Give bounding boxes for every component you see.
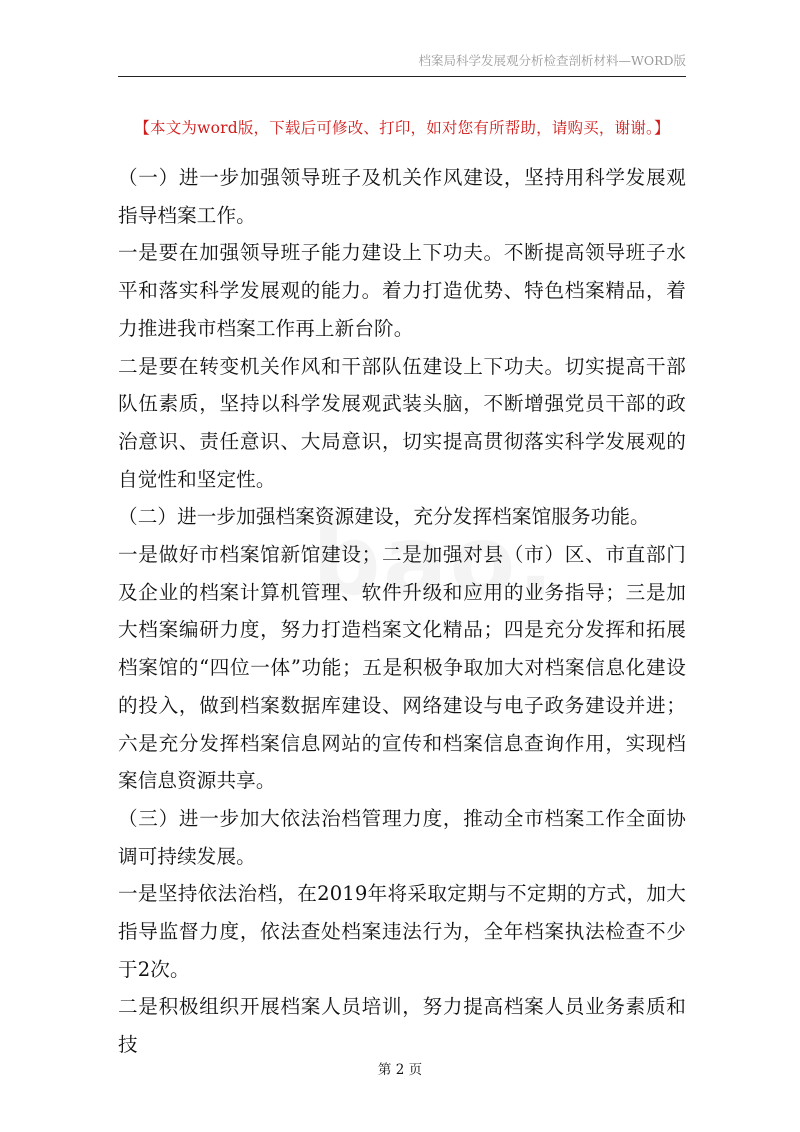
page-number: 第 2 页 xyxy=(377,1062,423,1078)
body-paragraph: 二是积极组织开展档案人员培训，努力提高档案人员业务素质和技 xyxy=(118,995,686,1057)
body-paragraph: 一是要在加强领导班子能力建设上下功夫。不断提高领导班子水平和落实科学发展观的能力。着力打造优势、特色档案精品，着力推进我市档案工作再上新台阶。 xyxy=(118,241,686,340)
body-paragraph: 二是要在转变机关作风和干部队伍建设上下功夫。切实提高干部队伍素质，坚持以科学发展观武装头脑，不断增强党员干部的政治意识、责任意识、大局意识，切实提高贯彻落实科学发展观的自觉性和坚定性。 xyxy=(118,354,686,491)
header-title: 档案局科学发展观分析检查剖析材料—WORD版 xyxy=(418,53,686,68)
page-footer xyxy=(0,1058,800,1078)
document-body xyxy=(118,159,686,1064)
download-notice: 【本文为word版，下载后可修改、打印，如对您有所帮助，请购买，谢谢。】 xyxy=(134,119,670,137)
section-heading-1: （一）进一步加强领导班子及机关作风建设，坚持用科学发展观指导档案工作。 xyxy=(118,166,686,227)
section-heading-3: （三）进一步加大依法治档管理力度，推动全市档案工作全面协调可持续发展。 xyxy=(118,806,686,868)
body-paragraph: 一是坚持依法治档，在2019年将采取定期与不定期的方式，加大指导监督力度，依法查处档案违法行为，全年档案执法检查不少于2次。 xyxy=(118,882,686,981)
section-heading-2: （二）进一步加强档案资源建设，充分发挥档案馆服务功能。 xyxy=(118,505,650,529)
body-paragraph: 一是做好市档案馆新馆建设；二是加强对县（市）区、市直部门及企业的档案计算机管理、软件升级和应用的业务指导；三是加大档案编研力度，努力打造档案文化精品；四是充分发挥和拓展档案馆的“四位一体”功能；五是积极争取加大对档案信息化建设的投入，做到档案数据库建设、网络建设与电子政务建设并进；六是充分发挥档案信息网站的宣传和档案信息查询作用，实现档案信息资源共享。 xyxy=(118,543,686,793)
page-header xyxy=(118,50,686,77)
